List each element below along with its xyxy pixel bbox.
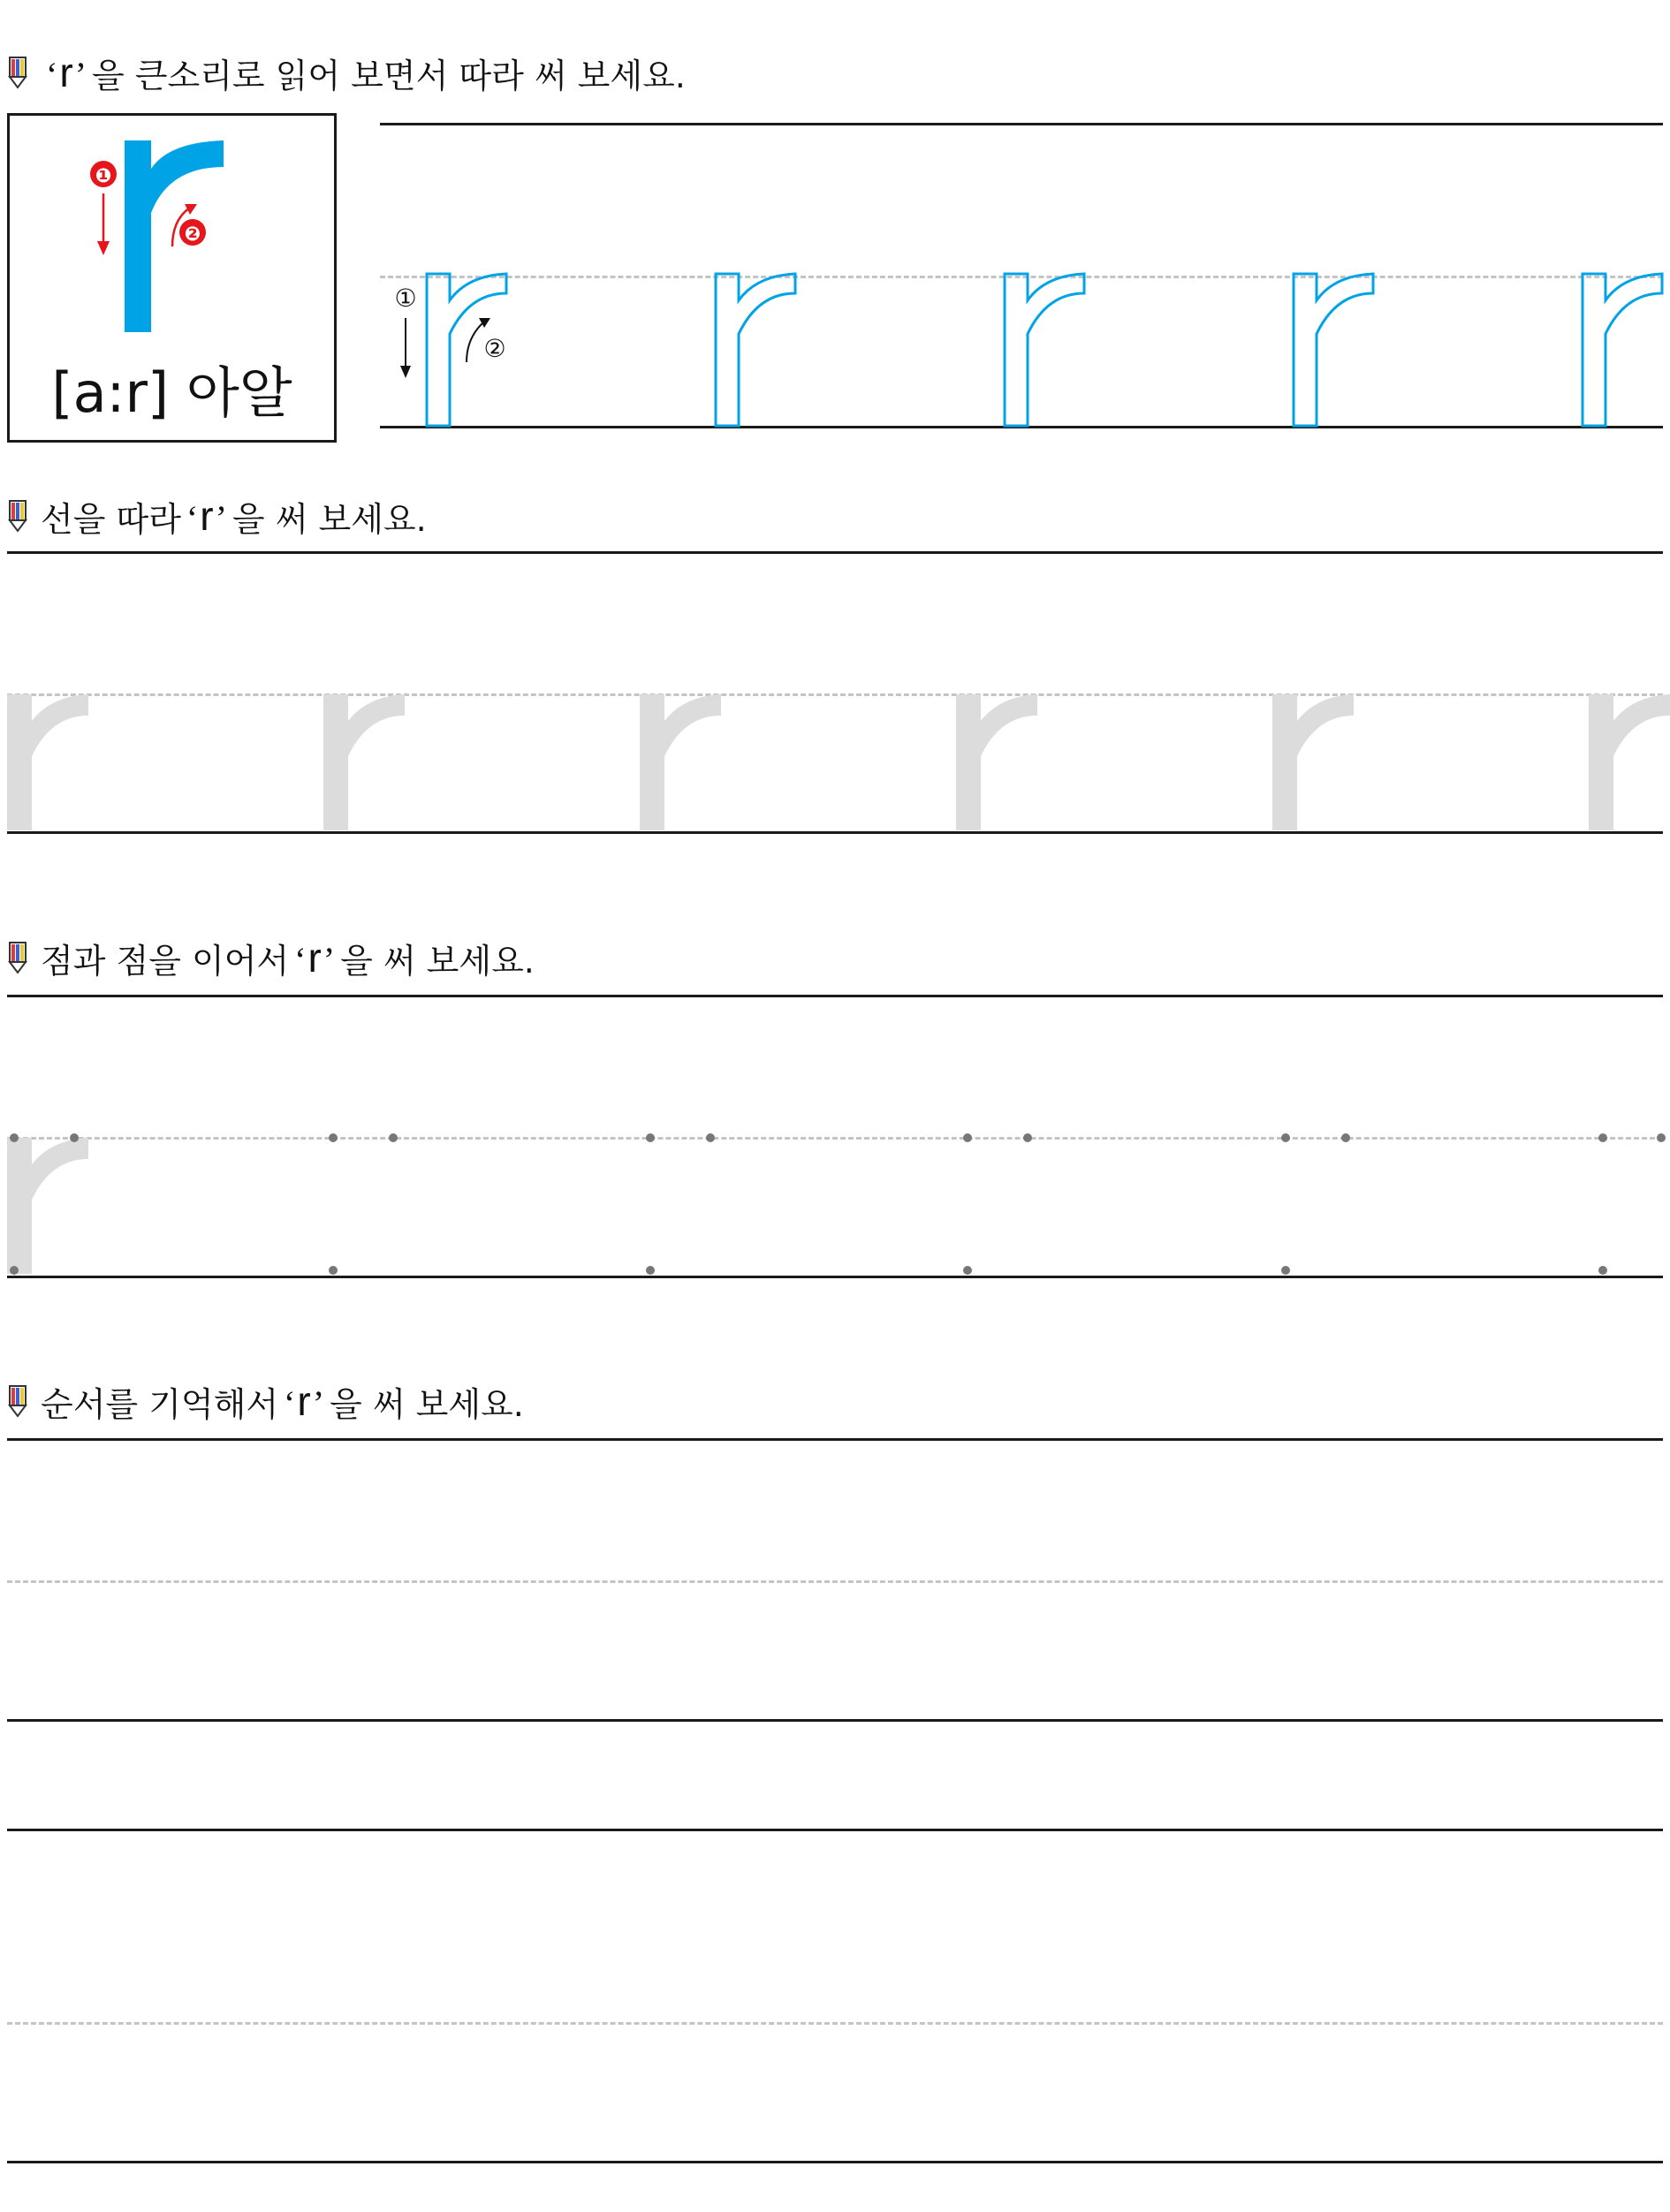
dot [10, 1133, 19, 1142]
pencil-icon [7, 1384, 28, 1418]
dot [70, 1133, 79, 1142]
svg-text:❶: ❶ [95, 165, 112, 187]
instruction-2-after: 을 써 보세요. [232, 499, 427, 539]
dot [646, 1133, 655, 1142]
instruction-3-after: 을 써 보세요. [340, 941, 535, 981]
letter-label: r [59, 49, 73, 95]
instruction-4-before: 순서를 기억해서 [41, 1384, 279, 1424]
quoted-letter: ‘r’ [284, 1378, 325, 1424]
quoted-letter: ‘r’ [294, 935, 336, 981]
instruction-4 [7, 1375, 524, 1428]
row4-top-line [7, 1438, 1663, 1441]
gray-example-letter-r [7, 1138, 88, 1274]
phonetic-label: [a:r] 아알 [51, 360, 292, 425]
letter-label: r [307, 935, 322, 981]
quoted-letter: ‘r’ [186, 493, 227, 539]
instruction-2-before: 선을 따라 [41, 499, 181, 539]
instruction-4-after: 을 써 보세요. [330, 1384, 524, 1424]
dot [389, 1133, 398, 1142]
dot [1657, 1133, 1666, 1142]
letter-label: r [297, 1378, 311, 1424]
dot [1341, 1133, 1350, 1142]
dot [963, 1133, 972, 1142]
row5-top-line [7, 1829, 1663, 1831]
row5-baseline [7, 2161, 1663, 2163]
dot [1023, 1133, 1032, 1142]
connect-dots [10, 1133, 1666, 1275]
row5-midline [7, 2022, 1663, 2025]
dot [329, 1266, 338, 1275]
dot [646, 1266, 655, 1275]
row4-midline [7, 1580, 1663, 1583]
dot [1598, 1133, 1607, 1142]
stroke-1-number: ① [394, 284, 417, 313]
instruction-3-before: 점과 점을 이어서 [41, 941, 290, 981]
letter-label: r [200, 493, 214, 539]
dot [10, 1266, 19, 1275]
dot [963, 1266, 972, 1275]
instruction-1-after: 을 큰소리로 읽어 보면서 따라 써 보세요. [91, 56, 686, 95]
dot [1281, 1133, 1290, 1142]
row4-baseline [7, 1719, 1663, 1722]
stroke-2-number: ② [483, 334, 506, 363]
dot [706, 1133, 715, 1142]
dot [329, 1133, 338, 1142]
svg-text:❷: ❷ [184, 223, 201, 246]
dot [1598, 1266, 1607, 1275]
quoted-letter: ‘r’ [46, 49, 87, 95]
dot [1281, 1266, 1290, 1275]
